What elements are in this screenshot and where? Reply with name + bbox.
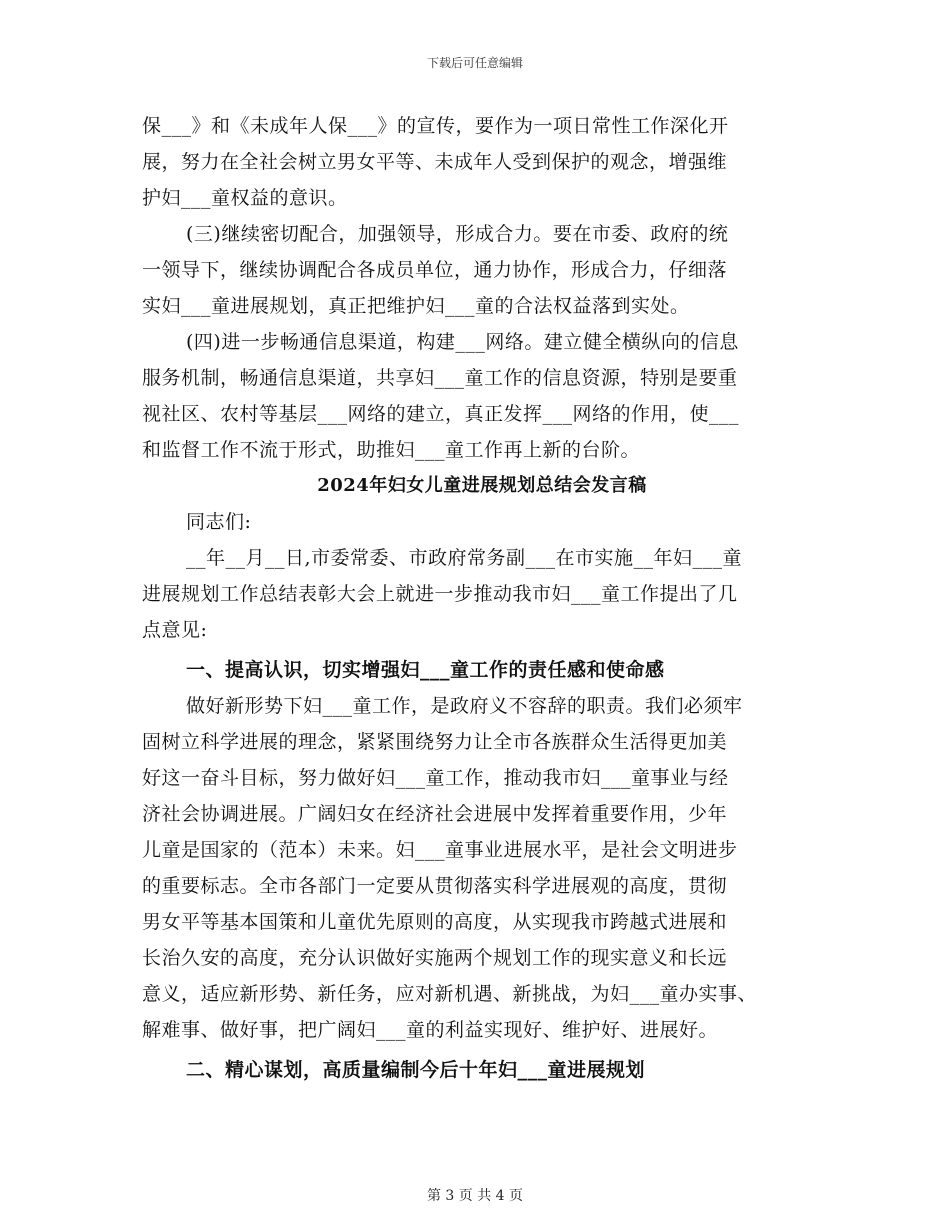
document-body bbox=[142, 108, 822, 1088]
text-line: 儿童是国家的（范本）未来。妇___童事业进展水平，是社会文明进步 bbox=[142, 839, 738, 861]
text-line: 展，努力在全社会树立男女平等、未成年人受到保护的观念，增强维 bbox=[142, 151, 728, 173]
page-footer: 第 3 页 共 4 页 bbox=[426, 1188, 524, 1204]
text-line: 点意见: bbox=[142, 619, 208, 641]
section-heading-1: 一、提高认识，切实增强妇___童工作的责任感和使命感 bbox=[186, 659, 665, 681]
document-title: 2024年妇女儿童进展规划总结会发言稿 bbox=[317, 475, 647, 496]
text-line: 服务机制，畅通信息渠道，共享妇___童工作的信息资源，特别是要重 bbox=[142, 367, 738, 389]
text-line: 男女平等基本国策和儿童优先原则的高度，从实现我市跨越式进展和 bbox=[142, 911, 728, 933]
text-line: 实妇___童进展规划，真正把维护妇___童的合法权益落到实处。 bbox=[142, 295, 690, 317]
text-line: 解难事、做好事，把广阔妇___童的利益实现好、维护好、进展好。 bbox=[142, 1019, 719, 1041]
paragraph-start: 做好新形势下妇___童工作，是政府义不容辞的职责。我们必须牢 bbox=[186, 695, 743, 717]
text-line: 意义，适应新形势、新任务，应对新机遇、新挑战，为妇___童办实事、 bbox=[142, 983, 758, 1005]
text-line: 和监督工作不流于形式，助推妇___童工作再上新的台阶。 bbox=[142, 439, 641, 461]
text-line: 进展规划工作总结表彰大会上就进一步推动我市妇___童工作提出了几 bbox=[142, 583, 738, 605]
text-line: 保___》和《未成年人保___》的宣传，要作为一项日常性工作深化开 bbox=[142, 115, 729, 137]
text-line: 长治久安的高度，充分认识做好实施两个规划工作的现实意义和长远 bbox=[142, 947, 728, 969]
page-header: 下载后可任意编辑 bbox=[426, 56, 523, 70]
text-line: 固树立科学进展的理念，紧紧围绕努力让全市各族群众生活得更加美 bbox=[142, 731, 728, 753]
text-line: 视社区、农村等基层___网络的建立，真正发挥___网络的作用，使___ bbox=[142, 403, 740, 425]
text-line: 济社会协调进展。广阔妇女在经济社会进展中发挥着重要作用，少年 bbox=[142, 803, 728, 825]
paragraph-start: (四)进一步畅通信息渠道，构建___网络。建立健全横纵向的信息 bbox=[186, 331, 739, 353]
section-heading-2: 二、精心谋划，高质量编制今后十年妇___童进展规划 bbox=[186, 1059, 646, 1081]
text-line: 好这一奋斗目标，努力做好妇___童工作，推动我市妇___童事业与经 bbox=[142, 767, 729, 789]
text-line: 护妇___童权益的意识。 bbox=[142, 187, 348, 209]
text-line: 的重要标志。全市各部门一定要从贯彻落实科学进展观的高度，贯彻 bbox=[142, 875, 728, 897]
paragraph-start: (三)继续密切配合，加强领导，形成合力。要在市委、政府的统 bbox=[186, 223, 729, 245]
paragraph-start: __年__月__日,市委常委、市政府常务副___在市实施__年妇___童 bbox=[186, 547, 743, 569]
salutation: 同志们: bbox=[186, 511, 252, 533]
text-line: 一领导下，继续协调配合各成员单位，通力协作，形成合力，仔细落 bbox=[142, 259, 728, 281]
